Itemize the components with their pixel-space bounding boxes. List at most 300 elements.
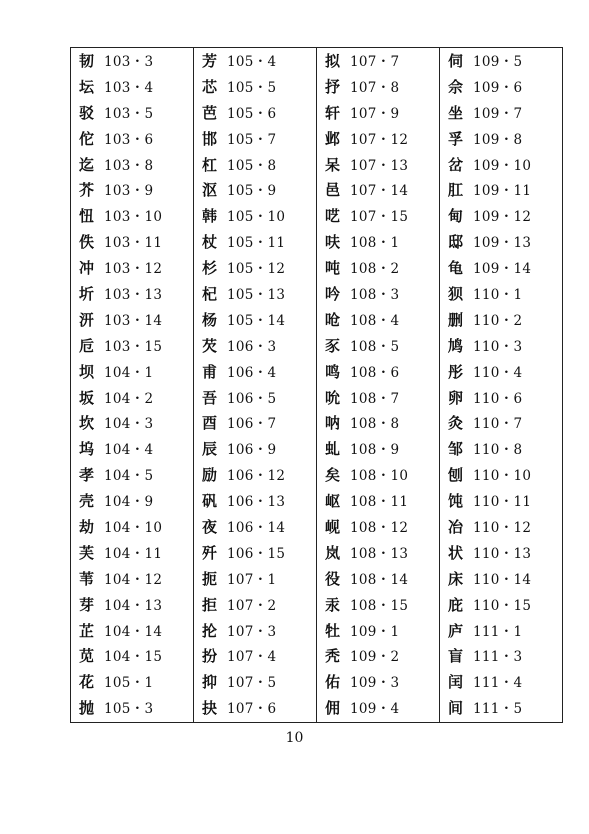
index-entry — [448, 410, 562, 436]
entry-character: 坝 — [79, 362, 95, 381]
index-entry — [202, 48, 316, 74]
index-entry — [325, 592, 439, 618]
entry-character: 坞 — [79, 440, 95, 459]
entry-character: 庇 — [448, 595, 464, 614]
entry-character: 芯 — [202, 77, 218, 96]
entry-reference: 110・2 — [473, 312, 523, 329]
index-entry — [325, 410, 439, 436]
index-entry — [79, 385, 193, 411]
entry-character: 庐 — [448, 621, 464, 640]
entry-reference: 108・9 — [350, 442, 400, 459]
entry-reference: 103・5 — [104, 105, 154, 122]
entry-character: 苋 — [79, 647, 95, 666]
entry-reference: 106・4 — [227, 364, 277, 381]
entry-reference: 110・15 — [473, 597, 532, 614]
entry-character: 冲 — [79, 259, 95, 278]
entry-character: 劫 — [79, 518, 95, 537]
entry-reference: 107・1 — [227, 571, 277, 588]
index-entry — [202, 333, 316, 359]
index-entry — [448, 514, 562, 540]
index-entry — [448, 540, 562, 566]
entry-reference: 106・5 — [227, 390, 277, 407]
entry-reference: 103・4 — [104, 79, 154, 96]
index-entry — [448, 359, 562, 385]
entry-character: 杠 — [202, 155, 218, 174]
entry-character: 花 — [79, 673, 95, 692]
entry-character: 床 — [448, 569, 464, 588]
entry-character: 佚 — [79, 233, 95, 252]
index-column-3 — [317, 48, 440, 723]
entry-reference: 104・10 — [104, 520, 163, 537]
index-entry — [325, 177, 439, 203]
entry-reference: 107・15 — [350, 209, 409, 226]
entry-reference: 103・8 — [104, 157, 154, 174]
index-entry — [202, 177, 316, 203]
index-entry — [202, 229, 316, 255]
entry-reference: 109・4 — [350, 701, 400, 718]
entry-character: 圻 — [79, 285, 95, 304]
index-entry — [448, 592, 562, 618]
entry-reference: 103・10 — [104, 209, 163, 226]
index-entry — [325, 281, 439, 307]
entry-reference: 104・14 — [104, 623, 163, 640]
entry-reference: 107・4 — [227, 649, 277, 666]
index-entry — [202, 410, 316, 436]
entry-character: 役 — [325, 569, 341, 588]
entry-reference: 104・12 — [104, 571, 163, 588]
entry-reference: 106・9 — [227, 442, 277, 459]
entry-reference: 103・13 — [104, 287, 163, 304]
entry-character: 扮 — [202, 647, 218, 666]
character-index-table — [70, 47, 563, 723]
index-entry — [448, 48, 562, 74]
entry-reference: 105・8 — [227, 157, 277, 174]
entry-reference: 109・1 — [350, 623, 400, 640]
entry-character: 岘 — [325, 518, 341, 537]
entry-character: 甸 — [448, 207, 464, 226]
entry-character: 苇 — [79, 569, 95, 588]
index-entry — [448, 669, 562, 695]
entry-reference: 107・9 — [350, 105, 400, 122]
entry-reference: 109・2 — [350, 649, 400, 666]
entry-reference: 107・2 — [227, 597, 277, 614]
index-entry — [79, 281, 193, 307]
entry-character: 肛 — [448, 181, 464, 200]
index-entry — [448, 643, 562, 669]
index-entry — [325, 385, 439, 411]
index-entry — [79, 307, 193, 333]
index-entry — [325, 100, 439, 126]
index-entry — [325, 229, 439, 255]
entry-character: 佑 — [325, 673, 341, 692]
entry-reference: 103・6 — [104, 131, 154, 148]
entry-character: 呛 — [325, 310, 341, 329]
index-entry — [448, 566, 562, 592]
index-entry — [448, 229, 562, 255]
entry-character: 芭 — [202, 103, 218, 122]
entry-character: 芥 — [79, 181, 95, 200]
entry-character: 励 — [202, 466, 218, 485]
index-entry — [79, 540, 193, 566]
index-entry — [325, 669, 439, 695]
entry-character: 刨 — [448, 466, 464, 485]
entry-character: 酉 — [202, 414, 218, 433]
index-entry — [79, 695, 193, 721]
entry-character: 韧 — [79, 52, 95, 70]
entry-character: 卮 — [79, 336, 95, 355]
index-entry — [202, 307, 316, 333]
entry-character: 拟 — [325, 52, 341, 70]
index-entry — [79, 126, 193, 152]
entry-reference: 105・11 — [227, 235, 286, 252]
entry-character: 矾 — [202, 492, 218, 511]
index-entry — [79, 410, 193, 436]
entry-reference: 105・7 — [227, 131, 277, 148]
entry-reference: 108・5 — [350, 338, 400, 355]
index-entry — [325, 48, 439, 74]
index-entry — [325, 255, 439, 281]
index-entry — [202, 592, 316, 618]
entry-reference: 110・12 — [473, 520, 532, 537]
entry-reference: 108・15 — [350, 597, 409, 614]
index-entry — [202, 462, 316, 488]
index-entry — [448, 126, 562, 152]
index-entry — [325, 203, 439, 229]
entry-character: 佘 — [448, 77, 464, 96]
entry-character: 杉 — [202, 259, 218, 278]
index-column-1 — [71, 48, 194, 723]
entry-character: 韩 — [202, 207, 218, 226]
index-entry — [79, 436, 193, 462]
entry-character: 鸠 — [448, 336, 464, 355]
index-entry — [325, 307, 439, 333]
entry-reference: 111・5 — [473, 701, 523, 718]
entry-character: 夜 — [202, 518, 218, 537]
entry-reference: 109・8 — [473, 131, 523, 148]
entry-reference: 109・12 — [473, 209, 532, 226]
index-entry — [202, 74, 316, 100]
entry-reference: 105・3 — [104, 701, 154, 718]
entry-reference: 109・13 — [473, 235, 532, 252]
index-entry — [325, 462, 439, 488]
entry-character: 杖 — [202, 233, 218, 252]
index-entry — [202, 255, 316, 281]
entry-character: 岖 — [325, 492, 341, 511]
index-entry — [79, 592, 193, 618]
index-entry — [79, 514, 193, 540]
entry-reference: 104・2 — [104, 390, 154, 407]
index-entry — [202, 618, 316, 644]
index-entry — [448, 385, 562, 411]
entry-reference: 108・7 — [350, 390, 400, 407]
entry-reference: 108・11 — [350, 494, 409, 511]
index-entry — [325, 618, 439, 644]
entry-reference: 105・12 — [227, 261, 286, 278]
index-entry — [202, 385, 316, 411]
entry-reference: 110・11 — [473, 494, 532, 511]
entry-character: 状 — [448, 543, 464, 562]
entry-character: 驳 — [79, 103, 95, 122]
entry-reference: 110・6 — [473, 390, 523, 407]
entry-character: 饨 — [448, 492, 464, 511]
entry-character: 吟 — [325, 285, 341, 304]
entry-reference: 108・1 — [350, 235, 400, 252]
index-entry — [448, 462, 562, 488]
index-entry — [448, 100, 562, 126]
entry-reference: 108・6 — [350, 364, 400, 381]
entry-character: 壳 — [79, 492, 95, 511]
entry-reference: 108・2 — [350, 261, 400, 278]
entry-reference: 109・10 — [473, 157, 532, 174]
index-entry — [448, 307, 562, 333]
page-number: 10 — [285, 730, 304, 746]
index-entry — [448, 152, 562, 178]
index-entry — [79, 74, 193, 100]
entry-reference: 108・12 — [350, 520, 409, 537]
entry-reference: 107・6 — [227, 701, 277, 718]
index-entry — [79, 488, 193, 514]
index-entry — [202, 566, 316, 592]
entry-character: 迄 — [79, 155, 95, 174]
index-entry — [202, 100, 316, 126]
index-entry — [79, 177, 193, 203]
entry-character: 邯 — [202, 129, 218, 148]
entry-reference: 107・8 — [350, 79, 400, 96]
entry-character: 扼 — [202, 569, 218, 588]
index-entry — [325, 436, 439, 462]
entry-reference: 110・4 — [473, 364, 523, 381]
index-entry — [79, 229, 193, 255]
index-entry — [325, 643, 439, 669]
entry-character: 坎 — [79, 414, 95, 433]
index-entry — [448, 177, 562, 203]
index-entry — [202, 152, 316, 178]
index-entry — [325, 152, 439, 178]
entry-character: 轩 — [325, 103, 341, 122]
index-entry — [202, 540, 316, 566]
entry-character: 坐 — [448, 103, 464, 122]
entry-character: 邺 — [325, 129, 341, 148]
entry-character: 佣 — [325, 699, 341, 718]
entry-character: 呋 — [325, 233, 341, 252]
entry-character: 辰 — [202, 440, 218, 459]
index-entry — [325, 488, 439, 514]
index-entry — [79, 255, 193, 281]
entry-character: 盲 — [448, 647, 464, 666]
entry-reference: 103・11 — [104, 235, 163, 252]
entry-reference: 105・6 — [227, 105, 277, 122]
entry-reference: 103・14 — [104, 312, 163, 329]
entry-character: 冶 — [448, 518, 464, 537]
entry-reference: 104・1 — [104, 364, 154, 381]
entry-reference: 106・7 — [227, 416, 277, 433]
entry-character: 邑 — [325, 181, 341, 200]
entry-character: 伺 — [448, 52, 464, 70]
entry-character: 灸 — [448, 414, 464, 433]
index-entry — [79, 333, 193, 359]
entry-character: 佗 — [79, 129, 95, 148]
entry-reference: 110・10 — [473, 468, 532, 485]
entry-reference: 104・4 — [104, 442, 154, 459]
index-column-4 — [440, 48, 563, 723]
entry-reference: 107・5 — [227, 675, 277, 692]
entry-character: 拒 — [202, 595, 218, 614]
entry-reference: 109・5 — [473, 54, 523, 70]
entry-reference: 104・3 — [104, 416, 154, 433]
entry-reference: 110・13 — [473, 545, 532, 562]
entry-reference: 104・5 — [104, 468, 154, 485]
entry-reference: 110・3 — [473, 338, 523, 355]
entry-reference: 106・3 — [227, 338, 277, 355]
entry-character: 抛 — [79, 699, 95, 718]
index-entry — [79, 669, 193, 695]
entry-character: 杞 — [202, 285, 218, 304]
index-entry — [202, 126, 316, 152]
entry-reference: 108・13 — [350, 545, 409, 562]
index-entry — [325, 126, 439, 152]
index-entry — [202, 436, 316, 462]
entry-character: 孝 — [79, 466, 95, 485]
entry-character: 汧 — [79, 310, 95, 329]
entry-character: 呓 — [325, 207, 341, 226]
index-entry — [448, 695, 562, 721]
entry-reference: 110・1 — [473, 287, 523, 304]
entry-reference: 103・12 — [104, 261, 163, 278]
entry-character: 汞 — [325, 595, 341, 614]
entry-reference: 103・9 — [104, 183, 154, 200]
index-row — [71, 48, 563, 723]
entry-character: 抒 — [325, 77, 341, 96]
entry-character: 吮 — [325, 388, 341, 407]
entry-reference: 110・7 — [473, 416, 523, 433]
entry-character: 彤 — [448, 362, 464, 381]
entry-character: 杨 — [202, 310, 218, 329]
entry-reference: 107・3 — [227, 623, 277, 640]
entry-reference: 105・10 — [227, 209, 286, 226]
index-entry — [202, 359, 316, 385]
index-entry — [202, 695, 316, 721]
entry-character: 闰 — [448, 673, 464, 692]
index-entry — [202, 488, 316, 514]
entry-character: 芙 — [79, 543, 95, 562]
entry-character: 呐 — [325, 414, 341, 433]
index-entry — [448, 255, 562, 281]
entry-character: 抑 — [202, 673, 218, 692]
entry-reference: 109・7 — [473, 105, 523, 122]
index-entry — [448, 618, 562, 644]
index-entry — [79, 643, 193, 669]
entry-character: 岚 — [325, 543, 341, 562]
entry-reference: 106・12 — [227, 468, 286, 485]
index-entry — [202, 643, 316, 669]
entry-character: 甫 — [202, 362, 218, 381]
entry-reference: 108・14 — [350, 571, 409, 588]
entry-character: 抉 — [202, 699, 218, 718]
entry-reference: 109・14 — [473, 261, 532, 278]
entry-character: 邹 — [448, 440, 464, 459]
entry-reference: 106・15 — [227, 545, 286, 562]
index-entry — [325, 566, 439, 592]
entry-reference: 104・11 — [104, 545, 163, 562]
entry-character: 间 — [448, 699, 464, 718]
entry-reference: 105・1 — [104, 675, 154, 692]
entry-character: 牡 — [325, 621, 341, 640]
entry-character: 吨 — [325, 259, 341, 278]
entry-character: 删 — [448, 310, 464, 329]
index-entry — [448, 74, 562, 100]
index-entry — [325, 359, 439, 385]
index-entry — [79, 359, 193, 385]
index-entry — [448, 333, 562, 359]
index-entry — [325, 333, 439, 359]
entry-reference: 105・13 — [227, 287, 286, 304]
index-entry — [448, 488, 562, 514]
index-entry — [79, 48, 193, 74]
entry-reference: 103・15 — [104, 338, 163, 355]
entry-character: 沤 — [202, 181, 218, 200]
index-entry — [79, 203, 193, 229]
entry-reference: 105・4 — [227, 54, 277, 70]
index-column-2 — [194, 48, 317, 723]
entry-reference: 103・3 — [104, 54, 154, 70]
entry-reference: 108・10 — [350, 468, 409, 485]
index-entry — [448, 203, 562, 229]
entry-reference: 111・1 — [473, 623, 523, 640]
entry-reference: 105・14 — [227, 312, 286, 329]
index-entry — [79, 618, 193, 644]
entry-reference: 105・9 — [227, 183, 277, 200]
entry-reference: 105・5 — [227, 79, 277, 96]
entry-character: 呆 — [325, 155, 341, 174]
index-entry — [448, 281, 562, 307]
index-entry — [79, 566, 193, 592]
entry-character: 秃 — [325, 647, 341, 666]
entry-character: 邸 — [448, 233, 464, 252]
entry-character: 卵 — [448, 388, 464, 407]
entry-character: 孚 — [448, 129, 464, 148]
entry-reference: 108・4 — [350, 312, 400, 329]
entry-reference: 104・15 — [104, 649, 163, 666]
entry-character: 鸣 — [325, 362, 341, 381]
index-entry — [202, 669, 316, 695]
entry-reference: 106・13 — [227, 494, 286, 511]
entry-reference: 110・8 — [473, 442, 523, 459]
index-entry — [202, 281, 316, 307]
index-entry — [202, 203, 316, 229]
entry-reference: 110・14 — [473, 571, 532, 588]
entry-reference: 104・13 — [104, 597, 163, 614]
entry-character: 歼 — [202, 543, 218, 562]
entry-character: 豕 — [325, 336, 341, 355]
entry-character: 龟 — [448, 259, 464, 278]
entry-character: 芡 — [202, 336, 218, 355]
entry-character: 吾 — [202, 388, 218, 407]
entry-character: 芳 — [202, 52, 218, 70]
entry-character: 芷 — [79, 621, 95, 640]
index-entry — [325, 695, 439, 721]
entry-character: 忸 — [79, 207, 95, 226]
entry-character: 矣 — [325, 466, 341, 485]
index-entry — [79, 462, 193, 488]
entry-character: 坂 — [79, 388, 95, 407]
entry-reference: 109・11 — [473, 183, 532, 200]
entry-reference: 108・3 — [350, 287, 400, 304]
entry-character: 虬 — [325, 440, 341, 459]
entry-reference: 107・14 — [350, 183, 409, 200]
entry-character: 岔 — [448, 155, 464, 174]
entry-reference: 109・3 — [350, 675, 400, 692]
index-entry — [202, 514, 316, 540]
